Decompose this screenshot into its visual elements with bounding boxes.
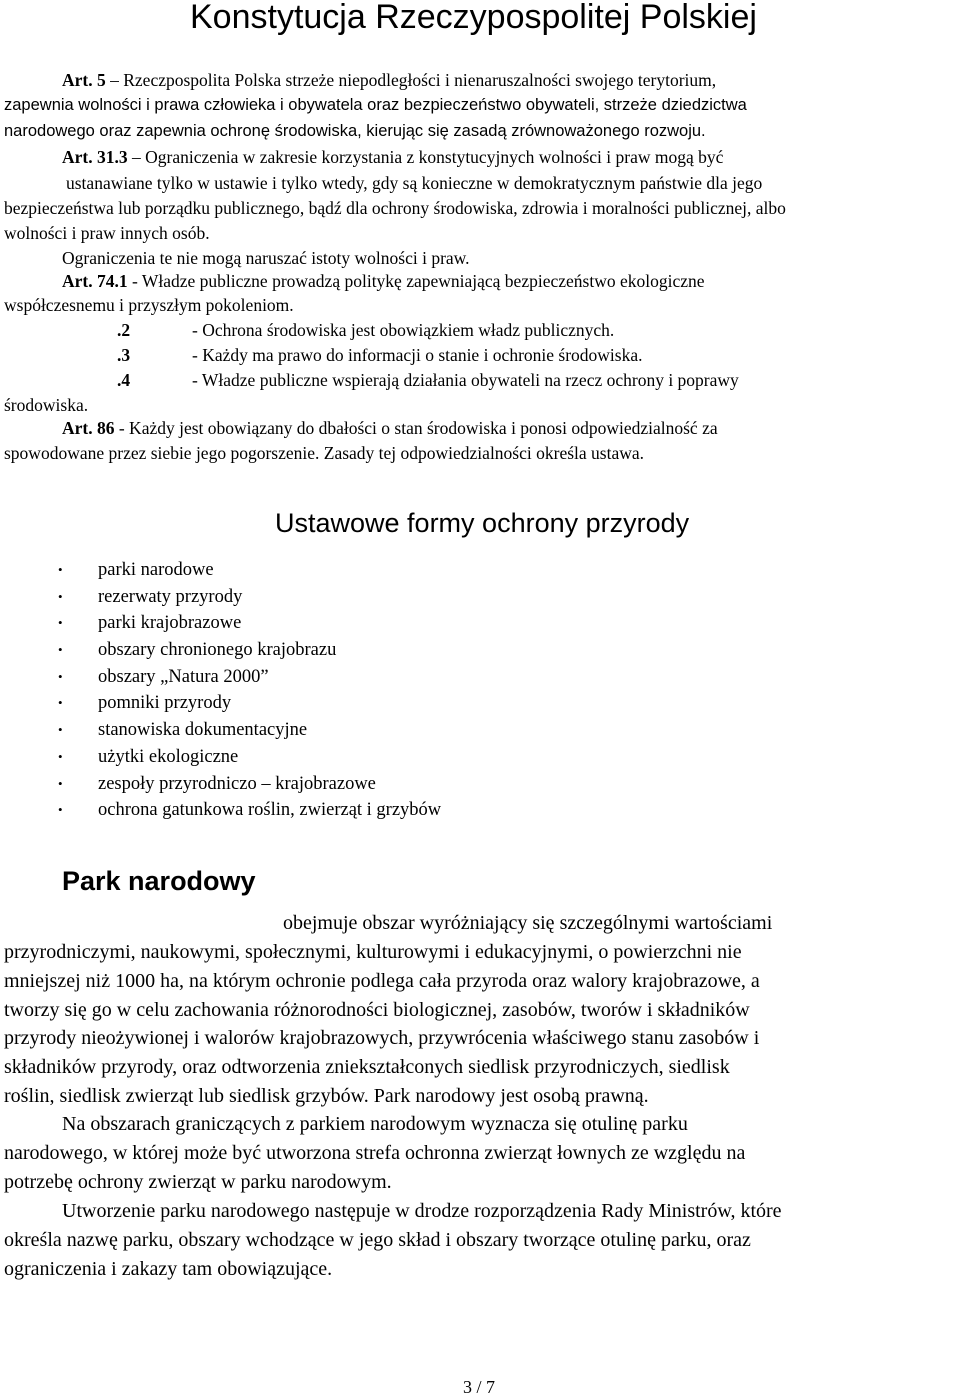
list-item: • rezerwaty przyrody xyxy=(58,584,441,611)
park-line: obejmuje obszar wyróżniający się szczególnymi wartościami xyxy=(283,912,773,934)
art74-p2-num: .2 xyxy=(117,320,131,340)
bullet-icon: • xyxy=(58,615,63,631)
park-line: przyrody nieożywionej i walorów krajobrazowych, przywrócenia właściwego stanu zasobów i xyxy=(4,1027,760,1049)
park-line: narodowego, w której może być utworzona strefa ochronna zwierząt łownych ze względu na xyxy=(4,1142,746,1164)
park-line: Na obszarach graniczących z parkiem narodowym wyznacza się otulinę parku xyxy=(62,1113,688,1135)
art5-label: Art. 5 xyxy=(62,70,106,90)
list-item: • parki krajobrazowe xyxy=(58,610,441,637)
art86-label: Art. 86 xyxy=(62,418,115,438)
park-line: określa nazwę parku, obszary wchodzące w jego skład i obszary tworzące otulinę parku, oraz xyxy=(4,1229,751,1251)
art31-line3: bezpieczeństwa lub porządku publicznego, bądź dla ochrony środowiska, zdrowia i moralności publicznej, albo xyxy=(4,198,786,218)
art74-p3-text: - Każdy ma prawo do informacji o stanie i ochronie środowiska. xyxy=(192,345,643,365)
art31-line5: Ograniczenia te nie mogą naruszać istoty wolności i praw. xyxy=(62,248,470,268)
forms-heading: Ustawowe formy ochrony przyrody xyxy=(275,508,690,538)
art74-p4-text: - Władze publiczne wspierają działania obywateli na rzecz ochrony i poprawy xyxy=(192,370,739,390)
bullet-icon: • xyxy=(58,722,63,738)
art74-label: Art. 74.1 xyxy=(62,271,128,291)
list-item: • zespoły przyrodniczo – krajobrazowe xyxy=(58,771,441,798)
park-line: tworzy się go w celu zachowania różnorodności biologicznej, zasobów, tworów i składników xyxy=(4,999,750,1021)
bullet-icon: • xyxy=(58,695,63,711)
art74-p2-text: - Ochrona środowiska jest obowiązkiem władz publicznych. xyxy=(192,320,615,340)
list-item: • parki narodowe xyxy=(58,557,441,584)
art74-p3-num: .3 xyxy=(117,345,131,365)
bullet-icon: • xyxy=(58,642,63,658)
list-item: • stanowiska dokumentacyjne xyxy=(58,717,441,744)
art31-label: Art. 31.3 xyxy=(62,147,128,167)
bullet-icon: • xyxy=(58,562,63,577)
document-title: Konstytucja Rzeczypospolitej Polskiej xyxy=(190,0,757,36)
park-heading: Park narodowy xyxy=(62,866,256,896)
park-line: składników przyrody, oraz odtworzenia zniekształconych siedlisk przyrodniczych, siedlisk xyxy=(4,1056,730,1078)
park-line: Utworzenie parku narodowego następuje w drodze rozporządzenia Rady Ministrów, które xyxy=(62,1200,782,1222)
art74-line2: współczesnemu i przyszłym pokoleniom. xyxy=(4,295,294,315)
park-line: potrzebę ochrony zwierząt w parku narodowym. xyxy=(4,1171,392,1193)
list-item: • obszary „Natura 2000” xyxy=(58,664,441,691)
art74-p3 xyxy=(117,345,130,366)
list-item: • ochrona gatunkowa roślin, zwierząt i grzybów xyxy=(58,797,441,824)
art31-line4: wolności i praw innych osób. xyxy=(4,223,210,243)
art74-p4-cont: środowiska. xyxy=(4,395,89,415)
park-line: przyrodniczymi, naukowymi, społecznymi, kulturowymi i edukacyjnymi, o powierzchni nie xyxy=(4,941,742,963)
art86-line1: Art. 86 - Każdy jest obowiązany do dbałości o stan środowiska i ponosi odpowiedzialność za xyxy=(62,418,718,438)
art5-line2: zapewnia wolności i prawa człowieka i obywatela oraz bezpieczeństwo obywateli, strzeże dziedzictwa xyxy=(4,96,747,114)
page-number: 3 / 7 xyxy=(463,1377,496,1397)
art74-line1: Art. 74.1 - Władze publiczne prowadzą politykę zapewniającą bezpieczeństwo ekologiczne xyxy=(62,271,705,291)
art86-line2: spowodowane przez siebie jego pogorszenie. Zasady tej odpowiedzialności określa ustawa. xyxy=(4,443,644,463)
forms-list xyxy=(58,557,441,824)
art74-p4-num: .4 xyxy=(117,370,131,390)
list-item: • użytki ekologiczne xyxy=(58,744,441,771)
art31-line1: Art. 31.3 – Ograniczenia w zakresie korzystania z konstytucyjnych wolności i praw mogą być xyxy=(62,147,724,167)
list-item: • obszary chronionego krajobrazu xyxy=(58,637,441,664)
art5-line3: narodowego oraz zapewnia ochronę środowiska, kierując się zasadą zrównoważonego rozwoju. xyxy=(4,122,706,140)
list-item: • pomniki przyrody xyxy=(58,690,441,717)
bullet-icon: • xyxy=(58,748,63,764)
bullet-icon: • xyxy=(58,668,63,684)
bullet-icon: • xyxy=(58,588,63,604)
art74-p4 xyxy=(117,370,130,391)
park-line: mniejszej niż 1000 ha, na którym ochronie podlega cała przyroda oraz walory krajobrazowe, a xyxy=(4,970,760,992)
park-line: ograniczenia i zakazy tam obowiązujące. xyxy=(4,1258,333,1280)
park-line: roślin, siedlisk zwierząt lub siedlisk grzybów. Park narodowy jest osobą prawną. xyxy=(4,1085,649,1107)
bullet-icon: • xyxy=(58,775,63,791)
art74-p2 xyxy=(117,320,130,341)
bullet-icon: • xyxy=(58,802,63,818)
art31-line2: ustanawiane tylko w ustawie i tylko wtedy, gdy są konieczne w demokratycznym państwie dla jego xyxy=(66,173,763,193)
art5-line1: Art. 5 – Rzeczpospolita Polska strzeże niepodległości i nienaruszalności swojego terytorium, xyxy=(62,70,717,90)
